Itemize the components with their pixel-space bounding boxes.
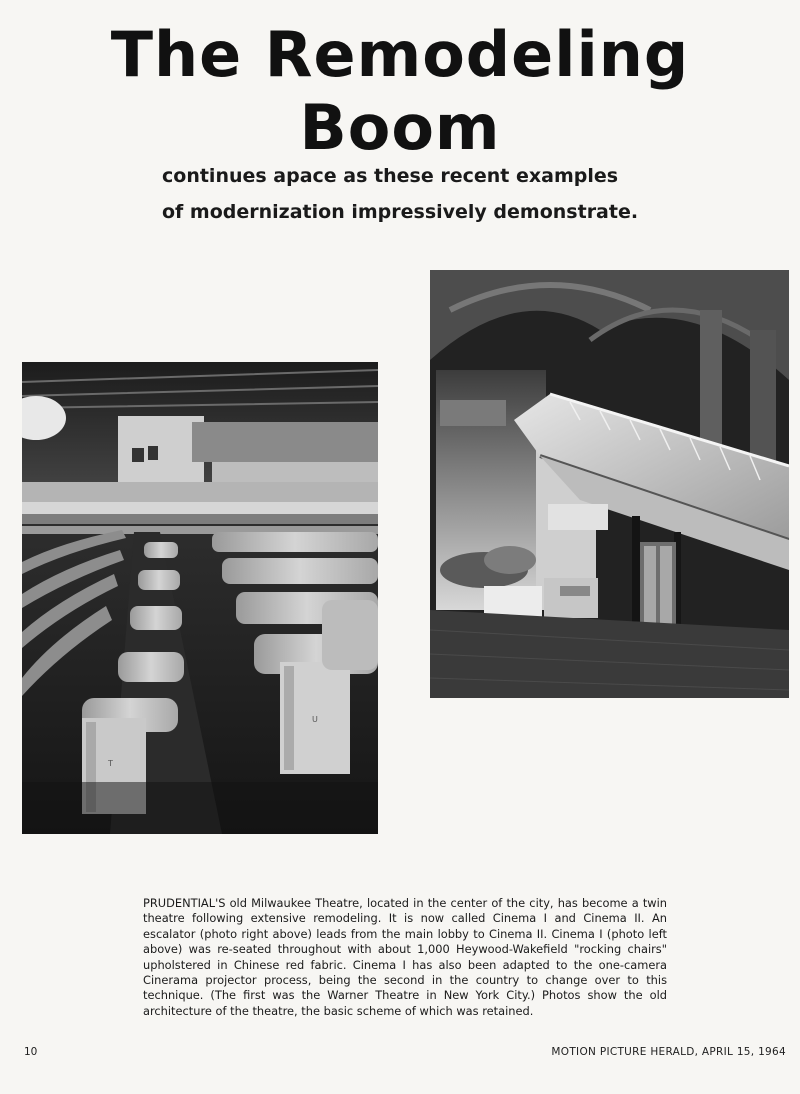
lobby-escalator-photo — [430, 270, 789, 698]
article-subtitle — [162, 158, 682, 230]
photo-caption: PRUDENTIAL'S old Milwaukee Theatre, located in the center of the city, has become a twin theatre following extensive remodeling. It is now called Cinema I and Cinema II. An escalator (photo right above) leads from the main lobby to Cinema II. Cinema I (photo left above) was re-seated throughout with about 1,000 Heywood-Wakefield "rocking chairs" upholstered in Chinese red fabric. Cinema I has also been adapted to the one-camera Cinerama projector process, being the second in the country to change over to this technique. (The first was the Warner Theatre in New York City.) Photos show the old architecture of the theatre, the basic scheme of which was retained. — [143, 896, 667, 1018]
svg-text:U: U — [312, 715, 318, 724]
publication-line: MOTION PICTURE HERALD, APRIL 15, 1964 — [551, 1046, 786, 1058]
subtitle-line-1: continues apace as these recent examples — [162, 165, 619, 187]
auditorium-seating-illustration — [22, 362, 378, 834]
lobby-escalator-illustration — [430, 270, 789, 698]
page-number: 10 — [24, 1046, 38, 1058]
subtitle-line-2: of modernization impressively demonstrate. — [162, 201, 639, 223]
auditorium-seating-photo — [22, 362, 378, 834]
article-title: The Remodeling Boom — [110, 18, 690, 164]
svg-text:T: T — [108, 759, 113, 768]
